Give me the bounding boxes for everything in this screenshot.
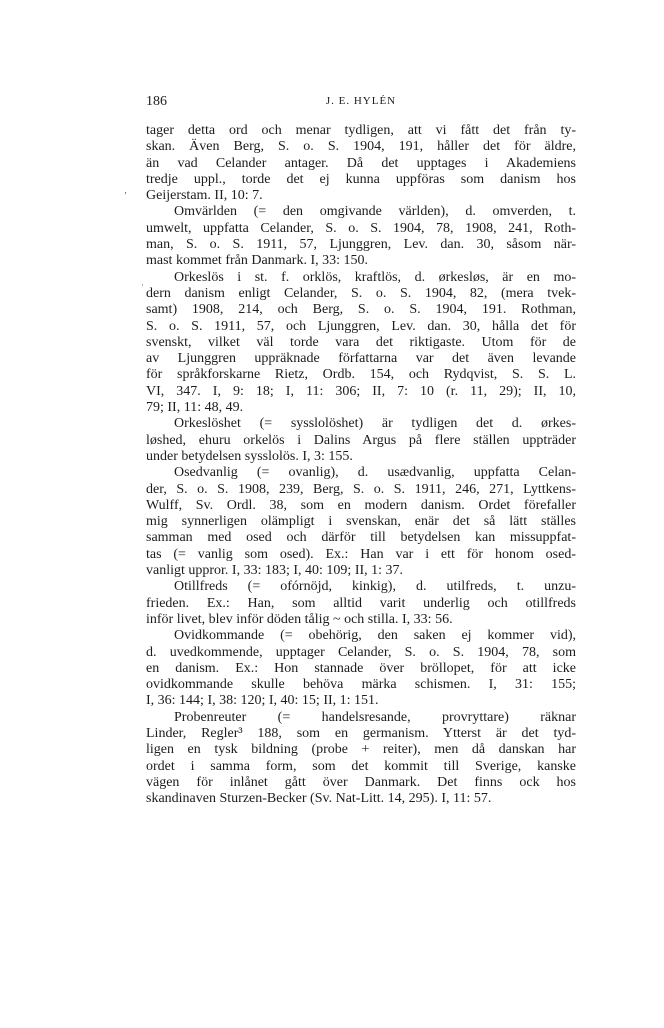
text-line: man, S. o. S. 1911, 57, Ljunggren, Lev. dan. 30, såsom när- (146, 237, 576, 253)
text-line: mig synnerligen olämpligt i svenskan, enär det så lätt ställes (146, 514, 576, 530)
text-line: I, 36: 144; I, 38: 120; I, 40: 15; II, 1: 151. (146, 693, 379, 709)
text-line: en danism. Ex.: Hon stannade över bröllopet, för att icke (146, 660, 576, 676)
text-line: Ovidkommande (= obehörig, den saken ej kommer vid), (174, 628, 576, 644)
running-head (146, 94, 576, 112)
text-line: Wulff, Sv. Ordl. 38, som en modern danism. Ordet förefaller (146, 497, 576, 513)
text-line: umwelt, uppfatta Celander, S. o. S. 1904, 78, 1908, 241, Roth- (146, 220, 576, 236)
text-line: d. uvedkommende, upptager Celander, S. o. S. 1904, 78, som (146, 644, 576, 660)
text-line: Orkeslöshet (= sysslolöshet) är tydligen det d. ørkes- (174, 416, 576, 432)
text-line: skandinaven Sturzen-Becker (Sv. Nat-Litt. 14, 295). I, 11: 57. (146, 791, 492, 807)
text-line: tredje uppl., torde det ej kunna uppföras som danism hos (146, 171, 576, 187)
text-line: S. o. S. 1911, 57, och Ljunggren, Lev. dan. 30, hålla det för (146, 318, 576, 334)
text-line: vanligt uppror. I, 33: 183; I, 40: 109; II, 1: 37. (146, 563, 404, 579)
text-line: än vad Celander antager. Då det upptages i Akademiens (146, 155, 576, 171)
text-line: Linder, Regler³ 188, som en germanism. Ytterst är det tyd- (146, 725, 576, 741)
text-line: Orkeslös i st. f. orklös, kraftlös, d. ørkesløs, är en mo- (174, 269, 576, 285)
text-line: VI, 347. I, 9: 18; I, 11: 306; II, 7: 10 (r. 11, 29); II, 10, (146, 383, 576, 399)
text-line: samman med osed och därför till betydelsen kan missuppfat- (146, 530, 576, 546)
text-line: der, S. o. S. 1908, 239, Berg, S. o. S. 1911, 246, 271, Lyttkens- (146, 481, 576, 497)
text-line: Geijerstam. II, 10: 7. (146, 188, 263, 204)
body-text (146, 123, 576, 807)
text-line: av Ljunggren uppräknade författarna var det även levande (146, 351, 576, 367)
stray-print-mark: ‚ (124, 185, 127, 195)
text-line: mast kommet från Danmark. I, 33: 150. (146, 253, 369, 269)
page-number: 186 (146, 94, 167, 109)
text-line: skan. Även Berg, S. o. S. 1904, 191, håller det för äldre, (146, 139, 576, 155)
text-line: under betydelsen sysslolös. I, 3: 155. (146, 448, 353, 464)
text-line: 79; II, 11: 48, 49. (146, 400, 244, 416)
text-line: løshed, ehuru orkelös i Dalins Argus på flere ställen uppträder (146, 432, 576, 448)
text-line: tager detta ord och menar tydligen, att vi fått det från ty- (146, 123, 576, 138)
text-line: ordet i samma form, som det kommit till Sverige, kanske (146, 758, 576, 774)
text-line: frieden. Ex.: Han, som alltid varit underlig och otillfreds (146, 595, 576, 611)
text-line: Probenreuter (= handelsresande, provryttare) räknar (174, 709, 576, 725)
text-line: samt) 1908, 214, och Berg, S. o. S. 1904, 191. Rothman, (146, 302, 576, 318)
text-line: Osedvanlig (= ovanlig), d. usædvanlig, uppfatta Celan- (174, 465, 576, 481)
text-line: inför livet, blev inför döden tålig ~ och stilla. I, 33: 56. (146, 611, 453, 627)
text-line: Otillfreds (= ofórnöjd, kinkig), d. utilfreds, t. unzu- (174, 579, 576, 595)
text-line: svenskt, vilket väl torde vara det riktigaste. Utom för de (146, 334, 576, 350)
running-title: J. E. HYLÉN (325, 95, 397, 107)
text-line: ligen en tysk bildning (probe + reiter), men då danskan har (146, 742, 576, 758)
text-line: för språkforskarne Rietz, Ordb. 154, och Rydqvist, S. S. L. (146, 367, 576, 383)
text-line: tas (= vanlig som osed). Ex.: Han var i ett för honom osed- (146, 546, 576, 562)
text-line: Omvärlden (= den omgivande världen), d. omverden, t. (174, 204, 576, 220)
text-line: ovidkommande skulle behöva märka schismen. I, 31: 155; (146, 677, 576, 693)
text-line: dern danism enligt Celander, S. o. S. 1904, 82, (mera tvek- (146, 285, 576, 301)
stray-print-mark: · (141, 280, 144, 290)
text-line: vägen för inlånet gått över Danmark. Det finns ock hos (146, 774, 576, 790)
